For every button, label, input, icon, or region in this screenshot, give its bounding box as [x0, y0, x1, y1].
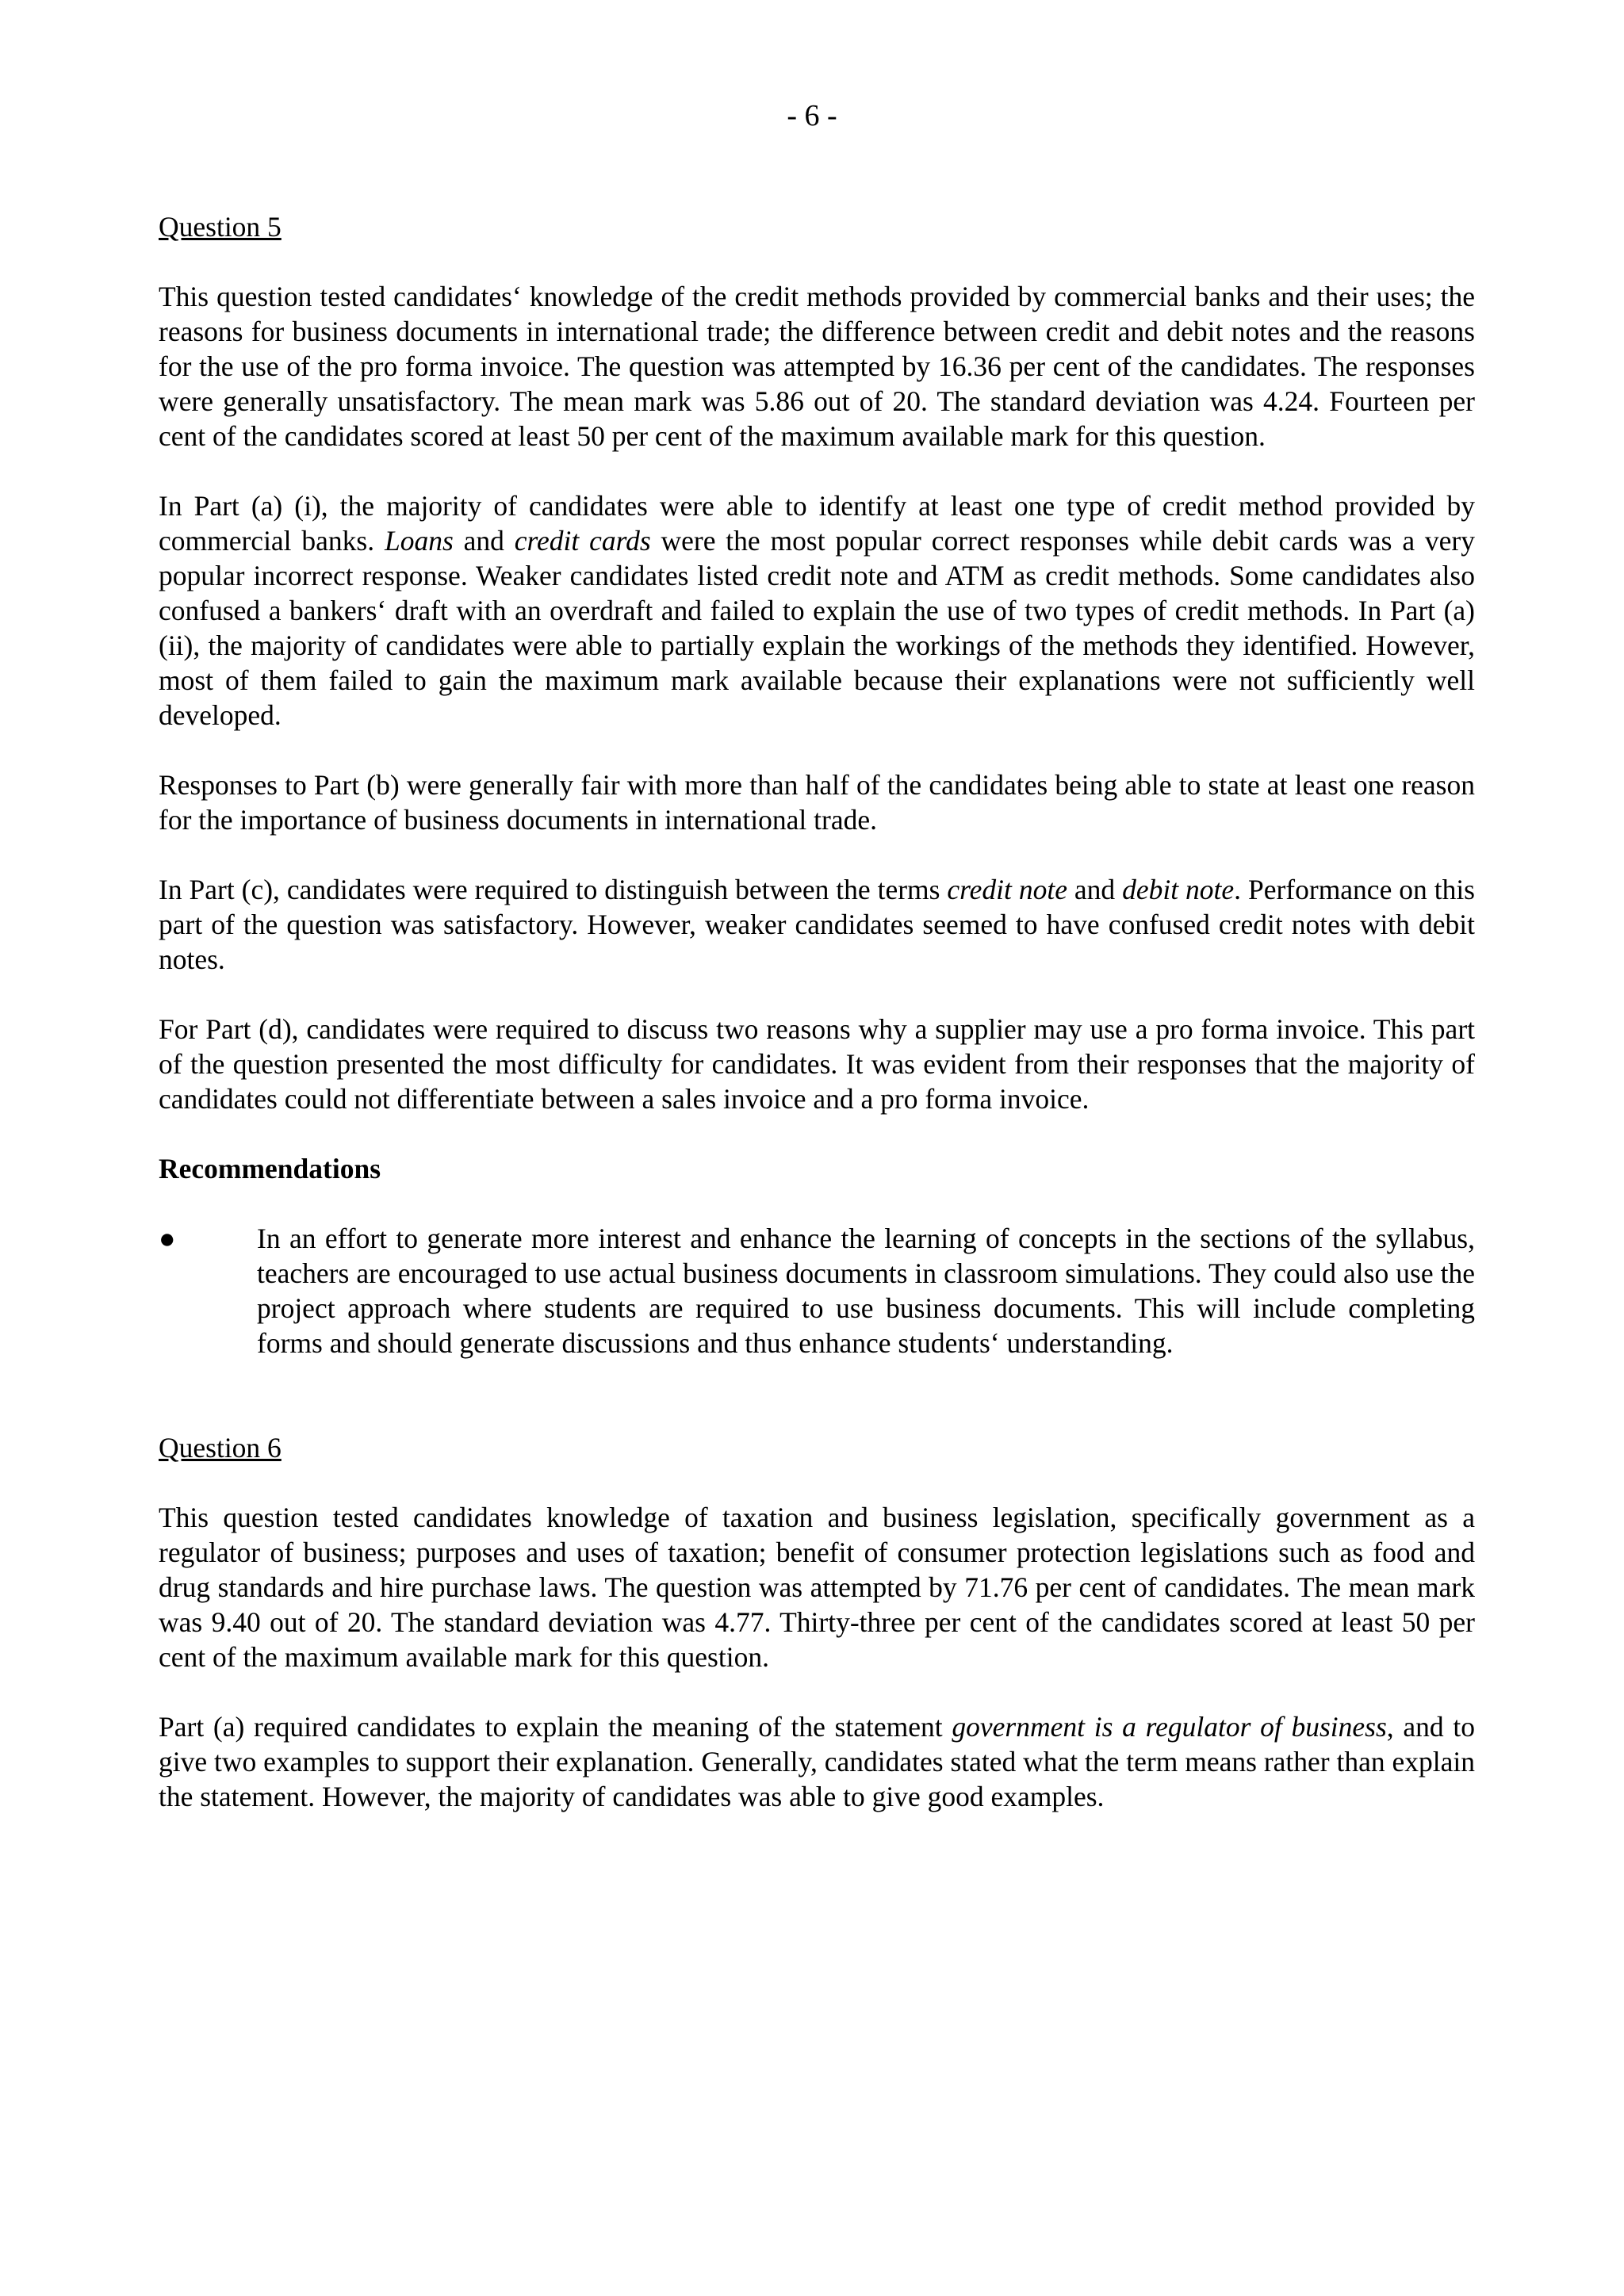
- bullet-icon: ●: [159, 1223, 176, 1254]
- page-number: - 6 -: [787, 99, 837, 132]
- document-body: [159, 98, 1475, 1814]
- question-5-part-d-paragraph: For Part (d), candidates were required to discuss two reasons why a supplier may use a pro forma invoice. This part of the question presented the most difficulty for candidates. It was evident from their responses that the majority of candidates could not differentiate between a sales invoice and a pro forma invoice.: [159, 1013, 1475, 1115]
- recommendation-bullet-item: [159, 1221, 1475, 1360]
- question-6-overview-paragraph: This question tested candidates knowledge of taxation and business legislation, specifically government as a regulator of business; purposes and uses of taxation; benefit of consumer protection legislations such as food and drug standards and hire purchase laws. The question was attempted by 71.76 per cent of candidates. The mean mark was 9.40 out of 20. The standard deviation was 4.77. Thirty-three per cent of the candidates scored at least 50 per cent of the maximum available mark for this question.: [159, 1502, 1475, 1673]
- question-5-heading: Question 5: [159, 211, 282, 243]
- question-5-section: [159, 209, 1475, 1360]
- question-5-part-a-paragraph: In Part (a) (i), the majority of candidates were able to identify at least one type of credit method provided by commercial banks. Loans and credit cards were the most popular correct responses while debit cards was a very popular incorrect response. Weaker candidates listed credit note and ATM as credit methods. Some candidates also confused a bankers‘ draft with an overdraft and failed to explain the use of two types of credit methods. In Part (a) (ii), the majority of candidates were able to partially explain the workings of the methods they identified. However, most of them failed to gain the maximum mark available because their explanations were not sufficiently well developed.: [159, 490, 1475, 731]
- question-6-part-a-paragraph: Part (a) required candidates to explain the meaning of the statement government is a regulator of business, and to give two examples to support their explanation. Generally, candidates stated what the term means rather than explain the statement. However, the majority of candidates was able to give good examples.: [159, 1711, 1475, 1812]
- question-6-section: [159, 1430, 1475, 1814]
- question-5-overview-paragraph: This question tested candidates‘ knowledge of the credit methods provided by commercial banks and their uses; the reasons for business documents in international trade; the difference between credit and debit notes and the reasons for the use of the pro forma invoice. The question was attempted by 16.36 per cent of the candidates. The responses were generally unsatisfactory. The mean mark was 5.86 out of 20. The standard deviation was 4.24. Fourteen per cent of the candidates scored at least 50 per cent of the maximum available mark for this question.: [159, 281, 1475, 452]
- question-5-part-b-paragraph: Responses to Part (b) were generally fair with more than half of the candidates being able to state at least one reason for the importance of business documents in international trade.: [159, 769, 1475, 836]
- recommendation-text: In an effort to generate more interest and enhance the learning of concepts in the sections of the syllabus, teachers are encouraged to use actual business documents in classroom simulations. They could also use the project approach where students are required to use business documents. This will include completing forms and should generate discussions and thus enhance students‘ understanding.: [257, 1223, 1475, 1359]
- question-6-heading: Question 6: [159, 1432, 282, 1464]
- question-5-part-c-paragraph: In Part (c), candidates were required to distinguish between the terms credit note and debit note. Performance on this part of the question was satisfactory. However, weaker candidates seemed to have confused credit notes with debit notes.: [159, 874, 1475, 975]
- recommendations-heading: Recommendations: [159, 1153, 381, 1184]
